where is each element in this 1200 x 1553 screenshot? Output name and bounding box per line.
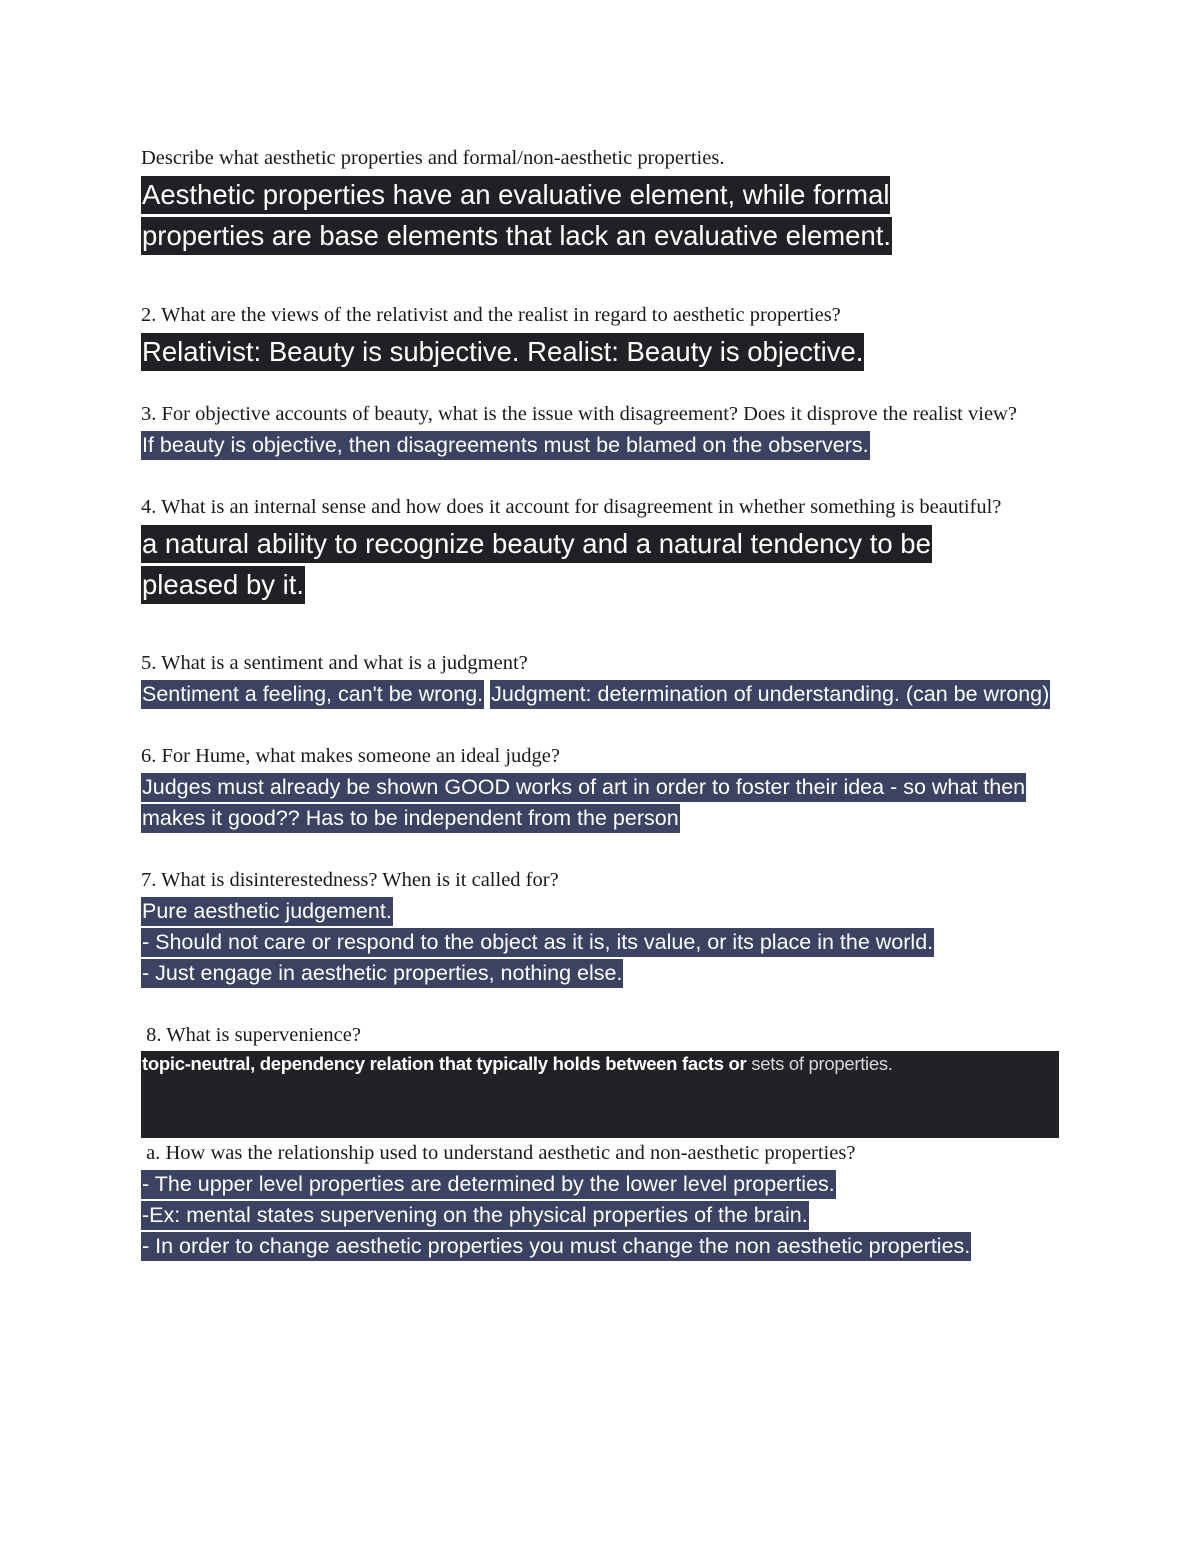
answer-5 (141, 679, 1061, 710)
answer-3 (141, 430, 1061, 461)
answer-8-bold: topic-neutral, dependency relation that typically holds between facts or (142, 1053, 747, 1074)
answer-2-text: Relativist: Beauty is subjective. Realist: Beauty is objective. (141, 333, 864, 371)
answer-4-line-2: pleased by it. (141, 566, 305, 604)
answer-1 (141, 174, 1061, 256)
answer-8-block (141, 1051, 1059, 1138)
answer-1-line-1: Aesthetic properties have an evaluative element, while formal (141, 176, 890, 214)
question-8: 8. What is supervenience? (141, 1024, 361, 1046)
answer-5-part-2: Judgment: determination of understanding. (can be wrong) (490, 680, 1050, 709)
answer-8-light: sets of properties. (746, 1053, 893, 1074)
answer-2 (141, 331, 1061, 372)
answer-8a (141, 1169, 1061, 1262)
question-3: 3. For objective accounts of beauty, what is the issue with disagreement? Does it disprove the realist view? (141, 403, 1017, 425)
answer-4-line-1: a natural ability to recognize beauty and a natural tendency to be (141, 525, 932, 563)
question-2: 2. What are the views of the relativist and the realist in regard to aesthetic properties? (141, 304, 841, 326)
question-4: 4. What is an internal sense and how does it account for disagreement in whether something is beautiful? (141, 496, 1002, 518)
answer-7 (141, 896, 1061, 989)
question-8a: a. How was the relationship used to understand aesthetic and non-aesthetic properties? (141, 1142, 856, 1164)
answer-7-line-2: - Should not care or respond to the object as it is, its value, or its place in the world. (141, 928, 934, 957)
answer-7-line-3: - Just engage in aesthetic properties, nothing else. (141, 959, 623, 988)
answer-5-part-1: Sentiment a feeling, can't be wrong. (141, 680, 484, 709)
answer-8a-line-3: - In order to change aesthetic properties you must change the non aesthetic properties. (141, 1232, 971, 1261)
answer-1-line-2: properties are base elements that lack an evaluative element. (141, 217, 892, 255)
answer-3-text: If beauty is objective, then disagreements must be blamed on the observers. (141, 431, 870, 460)
document-page (141, 143, 1061, 1262)
question-7: 7. What is disinterestedness? When is it called for? (141, 869, 559, 891)
question-6: 6. For Hume, what makes someone an ideal judge? (141, 745, 560, 767)
answer-7-line-1: Pure aesthetic judgement. (141, 897, 393, 926)
answer-6 (141, 772, 1061, 834)
answer-8a-line-1: - The upper level properties are determined by the lower level properties. (141, 1170, 836, 1199)
question-1: Describe what aesthetic properties and formal/non-aesthetic properties. (141, 147, 725, 169)
answer-4 (141, 523, 1061, 605)
answer-6-text: Judges must already be shown GOOD works of art in order to foster their idea - so what then makes it good?? Has to be independent from the person (141, 773, 1026, 833)
answer-8a-line-2: -Ex: mental states supervening on the physical properties of the brain. (141, 1201, 809, 1230)
question-5: 5. What is a sentiment and what is a judgment? (141, 652, 528, 674)
